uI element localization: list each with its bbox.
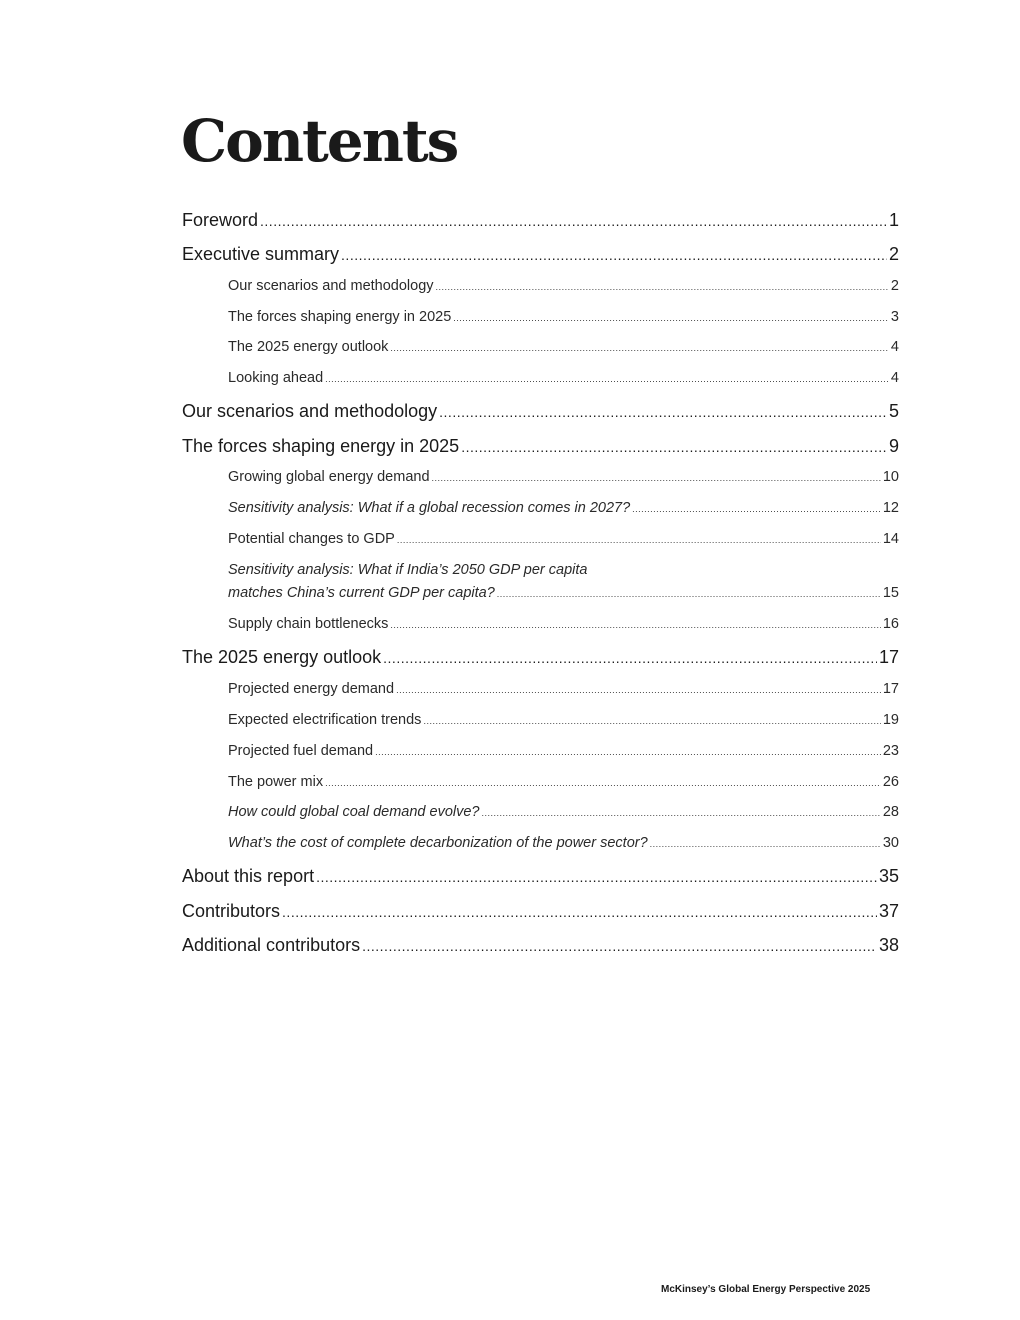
toc-entry-label: Potential changes to GDP — [228, 531, 395, 547]
toc-entry-label: About this report — [182, 866, 315, 886]
toc-page-number: 23 — [882, 743, 899, 759]
toc-subentry-projected-fuel-demand[interactable] — [228, 741, 899, 761]
toc-page-number: 3 — [890, 309, 899, 325]
toc-entry-label: Contributors — [182, 901, 281, 921]
dot-leader — [390, 615, 880, 635]
dot-leader — [439, 400, 887, 424]
toc-page-number: 38 — [878, 935, 899, 955]
toc-subentry-decarbonization-cost[interactable] — [228, 833, 899, 853]
toc-page-number: 15 — [882, 585, 899, 601]
toc-subentry-projected-energy-demand[interactable] — [228, 679, 899, 699]
toc-entry-label: matches China’s current GDP per capita? — [228, 585, 495, 601]
toc-entry-label: What’s the cost of complete decarbonization of the power sector? — [228, 835, 648, 851]
dot-leader — [453, 308, 889, 328]
toc-entry-label: The 2025 energy outlook — [182, 647, 382, 667]
toc-page-number: 35 — [878, 866, 899, 886]
toc-page-number: 4 — [890, 339, 899, 355]
toc-page-number: 30 — [882, 835, 899, 851]
toc-subentry-electrification-trends[interactable] — [228, 710, 899, 730]
toc-page-number: 17 — [882, 681, 899, 697]
toc-entry-executive-summary[interactable] — [182, 242, 899, 266]
toc-entry-label: Our scenarios and methodology — [228, 278, 434, 294]
dot-leader — [390, 338, 889, 358]
toc-entry-energy-outlook[interactable] — [182, 645, 899, 669]
dot-leader — [282, 900, 877, 924]
dot-leader — [260, 209, 887, 233]
toc-page-number: 2 — [890, 278, 899, 294]
dot-leader — [497, 584, 881, 604]
toc-page-number: 17 — [878, 647, 899, 667]
toc-subentry-recession-sensitivity[interactable] — [228, 498, 899, 518]
dot-leader — [341, 243, 887, 267]
dot-leader — [482, 803, 881, 823]
toc-entry-label: Executive summary — [182, 244, 340, 264]
dot-leader — [423, 711, 880, 731]
toc-entry-label: The 2025 energy outlook — [228, 339, 389, 355]
dot-leader — [325, 369, 889, 389]
page-title: Contents — [181, 107, 458, 175]
toc-page-number: 16 — [882, 616, 899, 632]
page-footer: McKinsey’s Global Energy Perspective 2025 — [661, 1284, 871, 1295]
toc-entry-label: How could global coal demand evolve? — [228, 804, 480, 820]
toc-subentry-supply-chain[interactable] — [228, 614, 899, 634]
dot-leader — [316, 865, 877, 889]
toc-entry-label: The power mix — [228, 774, 324, 790]
toc-entry-label: The forces shaping energy in 2025 — [228, 309, 452, 325]
toc-subentry-global-energy-demand[interactable] — [228, 467, 899, 487]
toc-entry-contributors[interactable] — [182, 899, 899, 923]
toc-page-number: 9 — [888, 436, 899, 456]
toc-subentry-power-mix[interactable] — [228, 772, 899, 792]
dot-leader — [362, 934, 877, 958]
toc-entry-label: Foreword — [182, 210, 259, 230]
toc-entry-label: Projected fuel demand — [228, 743, 374, 759]
dot-leader — [632, 499, 881, 519]
toc-subentry-india-gdp-sensitivity[interactable] — [228, 583, 899, 603]
toc-subentry-coal-demand[interactable] — [228, 802, 899, 822]
toc-entry-label: Our scenarios and methodology — [182, 401, 438, 421]
toc-page-number: 10 — [882, 469, 899, 485]
toc-entry-label: Supply chain bottlenecks — [228, 616, 389, 632]
toc-page-number: 37 — [878, 901, 899, 921]
toc-entry-additional-contributors[interactable] — [182, 933, 899, 957]
dot-leader — [461, 435, 887, 459]
toc-subentry-scenarios-methodology[interactable] — [228, 276, 899, 296]
toc-page-number: 2 — [888, 244, 899, 264]
toc-entry-foreword[interactable] — [182, 208, 899, 232]
toc-page-number: 28 — [882, 804, 899, 820]
toc-subentry-india-gdp-line1[interactable]: Sensitivity analysis: What if India’s 2050 GDP per capita — [228, 562, 588, 578]
toc-subentry-energy-outlook[interactable] — [228, 337, 899, 357]
dot-leader — [397, 530, 881, 550]
toc-entry-about-report[interactable] — [182, 864, 899, 888]
toc-page-number: 1 — [888, 210, 899, 230]
toc-entry-label: Expected electrification trends — [228, 712, 422, 728]
dot-leader — [650, 834, 881, 854]
dot-leader — [325, 773, 881, 793]
toc-subentry-forces-shaping-energy[interactable] — [228, 307, 899, 327]
toc-page-number: 12 — [882, 500, 899, 516]
dot-leader — [383, 646, 877, 670]
toc-entry-scenarios-methodology[interactable] — [182, 399, 899, 423]
toc-page-number: 5 — [888, 401, 899, 421]
toc-page-number: 26 — [882, 774, 899, 790]
toc-entry-label: Projected energy demand — [228, 681, 395, 697]
toc-entry-label: Sensitivity analysis: What if a global recession comes in 2027? — [228, 500, 631, 516]
toc-entry-label: Growing global energy demand — [228, 469, 430, 485]
toc-entry-label: The forces shaping energy in 2025 — [182, 436, 460, 456]
dot-leader — [375, 742, 881, 762]
toc-subentry-looking-ahead[interactable] — [228, 368, 899, 388]
toc-entry-forces-shaping-energy[interactable] — [182, 434, 899, 458]
toc-page-number: 19 — [882, 712, 899, 728]
toc-entry-label: Additional contributors — [182, 935, 361, 955]
dot-leader — [436, 277, 889, 297]
toc-page-number: 4 — [890, 370, 899, 386]
dot-leader — [396, 680, 881, 700]
toc-entry-label: Looking ahead — [228, 370, 324, 386]
toc-subentry-gdp-changes[interactable] — [228, 529, 899, 549]
toc-page-number: 14 — [882, 531, 899, 547]
dot-leader — [432, 468, 881, 488]
